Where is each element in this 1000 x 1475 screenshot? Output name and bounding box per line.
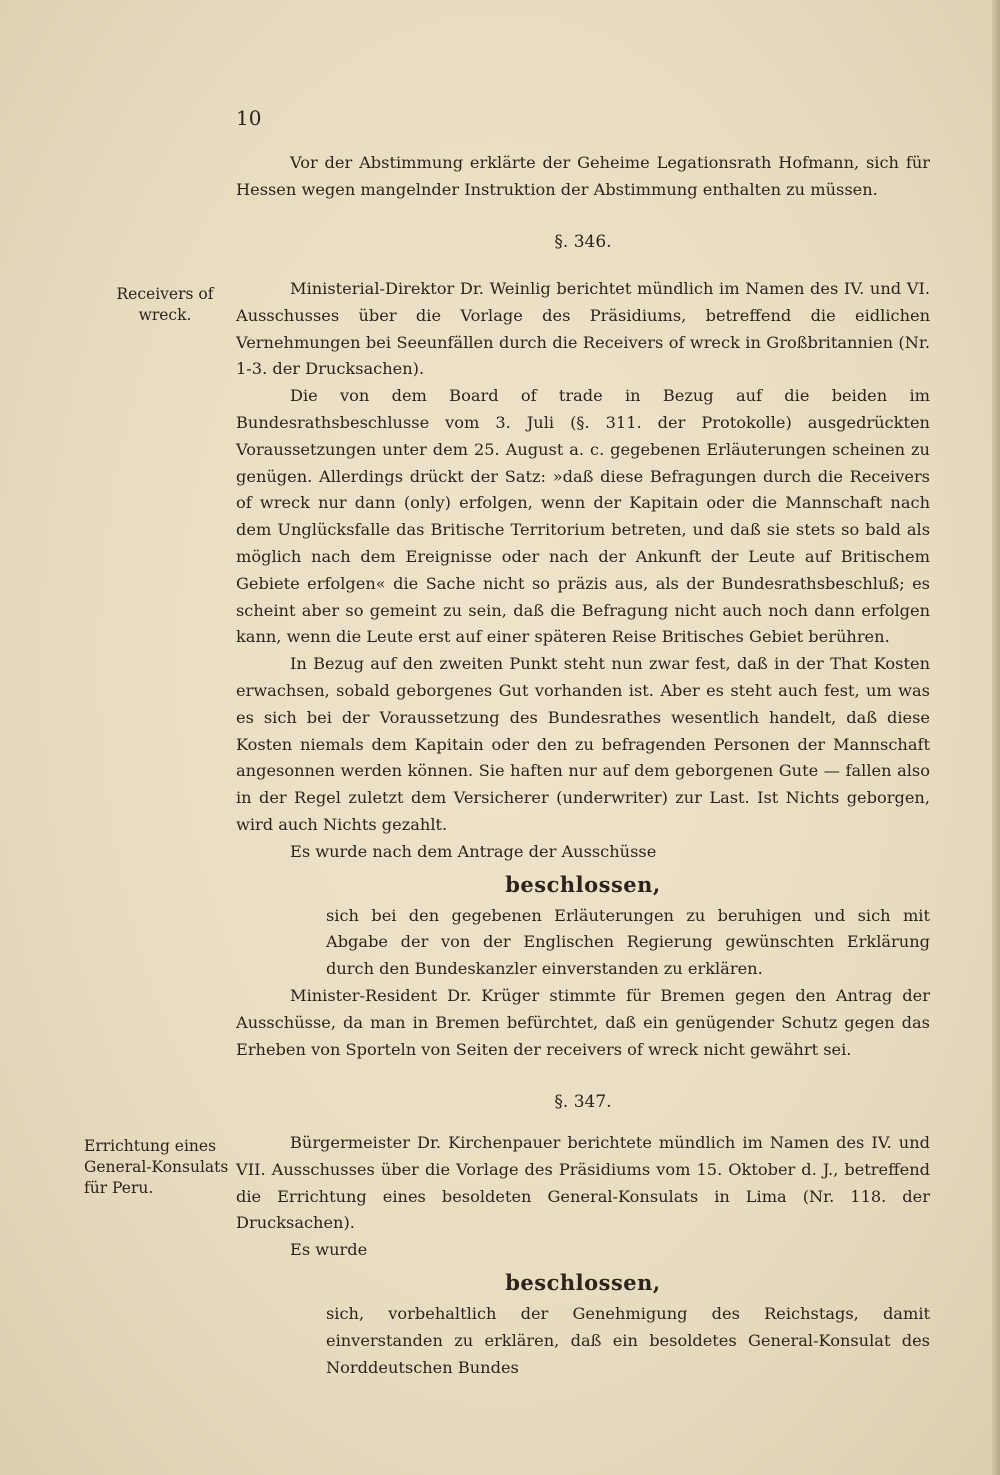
section-346-paragraph-4: Es wurde nach dem Antrage der Ausschüsse: [290, 841, 657, 861]
section-346-heading: §. 346.: [554, 232, 612, 252]
section-346-paragraph-6: Minister-Resident Dr. Krüger stimmte für Bremen gegen den Antrag der Ausschüsse, da man in Bremen befürchtet, daß ein genügender Schutz gegen das Erheben von Sporteln von Seiten der receivers of wreck nicht gewährt sei.: [236, 985, 930, 1059]
section-347-heading: §. 347.: [554, 1092, 612, 1112]
margin-note-receivers: Receivers of wreck.: [116, 285, 214, 324]
section-346-paragraph-3: In Bezug auf den zweiten Punkt steht nun zwar fest, daß in der That Kosten erwachsen, sobald geborgenes Gut vorhanden ist. Aber es steht auch fest, um was es sich bei der Voraussetzung des Bundesrathes wesentlich handelt, daß diese Kosten niemals dem Kapitain oder den zu befragenden Personen der Mannschaft angesonnen werden können. Sie haften nur auf dem geborgenen Gute — fallen also in der Regel zuletzt dem Versicherer (underwriter) zur Last. Ist Nichts geborgen, wird auch Nichts gezahlt.: [236, 654, 930, 834]
page-number: 10: [236, 106, 262, 130]
section-346: [236, 232, 930, 1063]
section-346-paragraph-1: Ministerial-Direktor Dr. Weinlig berichtet mündlich im Namen des IV. und VI. Ausschusses über die Vorlage des Präsidiums, betreffend die eidlichen Vernehmungen bei Seeunfällen durch die Receivers of wreck in Großbritannien (Nr. 1-3. der Drucksachen).: [236, 279, 930, 379]
section-346-paragraph-2: Die von dem Board of trade in Bezug auf die beiden im Bundesrathsbeschlusse vom 3. Juli (§. 311. der Protokolle) ausgedrückten Voraussetzungen unter dem 25. August a. c. gegebenen Erläuterungen scheinen zu genügen. Allerdings drückt der Satz: »daß diese Befragungen durch die Receivers of wreck nur dann (only) erfolgen, wenn der Kapitain oder die Mannschaft nach dem Unglücksfalle das Britische Territorium betreten, und daß sie stets so bald als möglich nach dem Ereignisse oder nach der Ankunft der Leute auf Britischem Gebiete erfolgen« die Sache nicht so präzis aus, als der Bundesrathsbeschluß; es scheint aber so gemeint zu sein, daß die Befragung nicht auch noch dann erfolgen kann, wenn die Leute erst auf einer späteren Reise Britisches Gebiet berühren.: [236, 386, 930, 647]
section-346-paragraph-5: sich bei den gegebenen Erläuterungen zu beruhigen und sich mit Abgabe der von der Englischen Regierung gewünschten Erklärung durch den Bundeskanzler einverstanden zu erklären.: [326, 905, 930, 979]
section-347-paragraph-2: Es wurde: [290, 1240, 368, 1260]
intro-section: [236, 150, 930, 204]
section-347: [236, 1092, 930, 1381]
section-347-paragraph-1: Bürgermeister Dr. Kirchenpauer berichtete mündlich im Namen des IV. und VII. Ausschusses über die Vorlage des Präsidiums vom 15. Oktober d. J., betreffend die Errichtung eines besoldeten General-Konsulats in Lima (Nr. 118. der Drucksachen).: [236, 1133, 930, 1233]
section-347-resolved: beschlossen,: [505, 1269, 661, 1295]
section-347-paragraph-3: sich, vorbehaltlich der Genehmigung des Reichstags, damit einverstanden zu erklären, daß ein besoldetes General-Konsulat des Norddeutschen Bundes: [326, 1303, 930, 1377]
section-346-resolved: beschlossen,: [505, 871, 661, 897]
intro-paragraph: Vor der Abstimmung erklärte der Geheime Legationsrath Hofmann, sich für Hessen wegen mangelnder Instruktion der Abstimmung enthalten zu müssen.: [236, 153, 930, 199]
page-edge: [992, 0, 1000, 1475]
margin-note-general-konsulat: Errichtung eines General-Konsulats für Peru.: [84, 1137, 229, 1197]
